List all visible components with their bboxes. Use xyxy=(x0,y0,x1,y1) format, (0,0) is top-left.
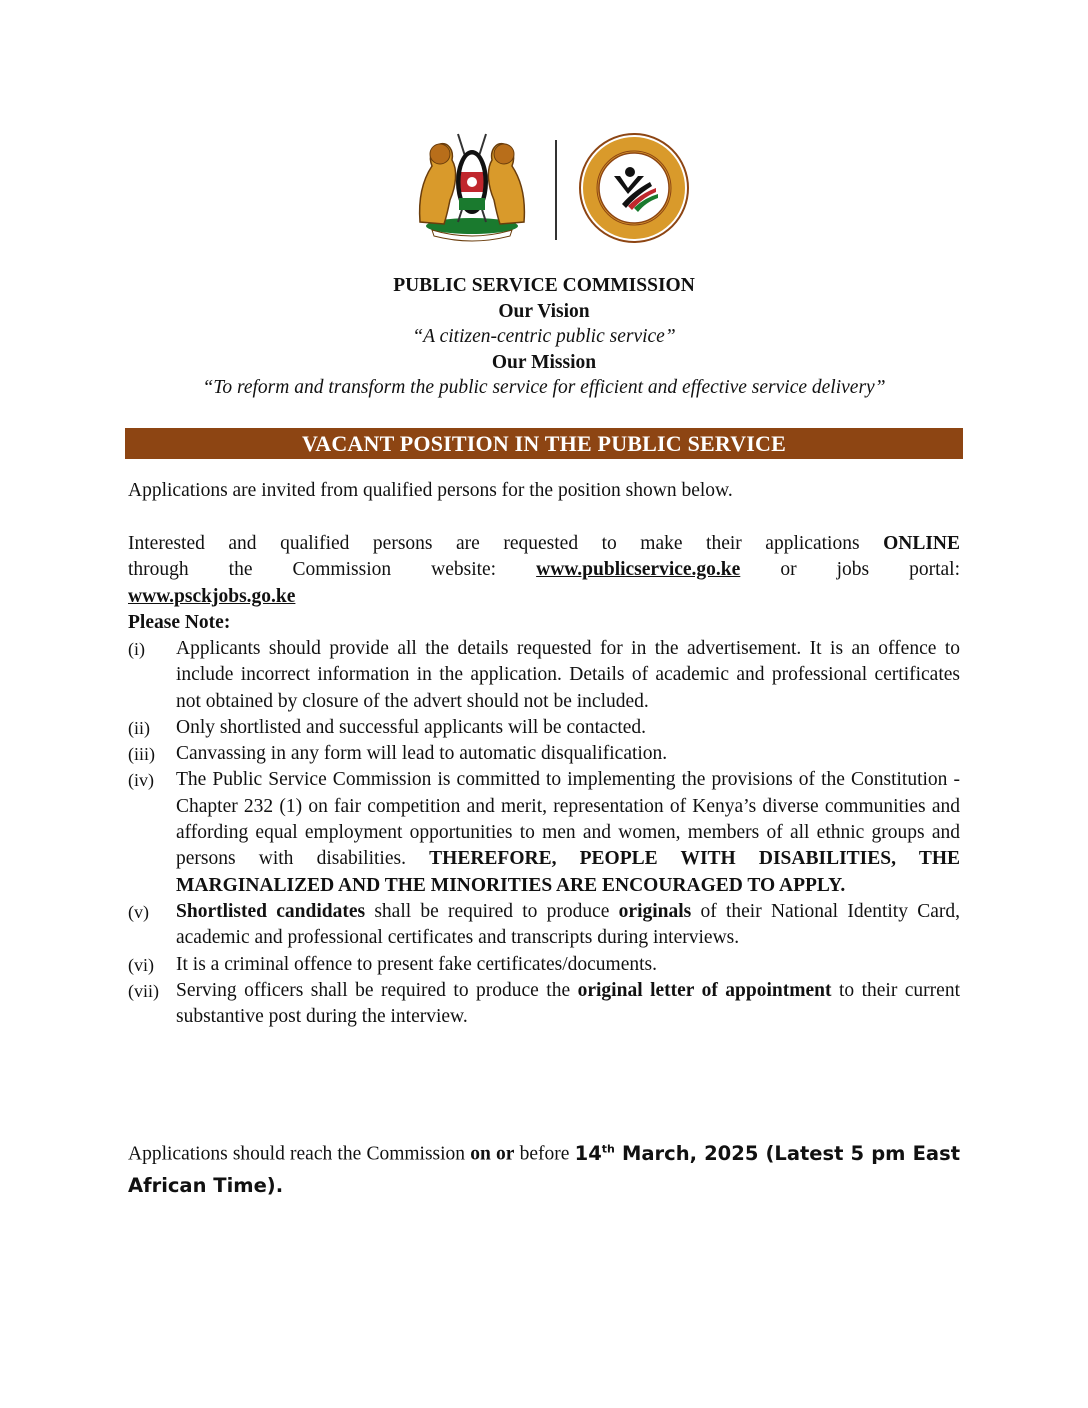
mission-heading: Our Mission xyxy=(491,351,597,373)
item-text-part: of their National Identity Card, academic and professional certificates and transcripts during interviews. xyxy=(176,900,960,949)
online-word: ONLINE xyxy=(883,533,960,554)
item-text: Applicants should provide all the details requested for in the advertisement. It is an offence to include incorrect information in the application. Details of academic and professional certificates not obtained by closure of the advert should not be included. xyxy=(176,638,960,712)
kenya-coat-of-arms-icon xyxy=(410,126,534,242)
item-text xyxy=(176,978,960,1031)
deadline-on-or: on or xyxy=(470,1143,515,1165)
list-item xyxy=(128,767,960,898)
deadline-text-2: before xyxy=(514,1143,575,1165)
item-text-part: shall be required to produce xyxy=(365,900,619,922)
list-item xyxy=(128,899,960,952)
header-block xyxy=(0,273,1088,401)
deadline-day: 14 xyxy=(574,1141,602,1165)
list-item xyxy=(128,741,960,767)
intro-paragraph: Applications are invited from qualified persons for the position shown below. xyxy=(128,480,733,501)
website-link[interactable]: www.publicservice.go.ke xyxy=(536,559,741,581)
item-text-part: to their current substantive post during the interview. xyxy=(176,979,960,1028)
online-paragraph xyxy=(128,531,960,636)
portal-link[interactable]: www.psckjobs.go.ke xyxy=(128,585,296,607)
item-text: Canvassing in any form will lead to automatic disqualification. xyxy=(176,743,668,765)
deadline-rest: March, 2025 (Latest 5 pm East African Time). xyxy=(128,1141,961,1197)
item-number: (ii) xyxy=(128,717,150,738)
item-text-bold: THEREFORE, PEOPLE WITH DISABILITIES, THE MARGINALIZED AND THE MINORITIES ARE ENCOURAGED TO APPLY. xyxy=(176,848,960,896)
list-item xyxy=(128,636,960,715)
list-item xyxy=(128,952,960,978)
online-text-3: or jobs portal: xyxy=(740,559,960,581)
online-line-3 xyxy=(128,584,960,610)
deadline-text-1: Applications should reach the Commission xyxy=(128,1143,471,1165)
item-number: (vi) xyxy=(128,954,154,975)
item-text: Only shortlisted and successful applicants will be contacted. xyxy=(176,716,647,738)
list-item xyxy=(128,978,960,1031)
item-number: (v) xyxy=(128,901,149,922)
logo-header xyxy=(0,120,1088,245)
item-text-bold: Shortlisted candidates xyxy=(176,900,366,922)
notes-heading: Please Note: xyxy=(128,611,231,633)
online-text-1: Interested and qualified persons are requested to make their applications xyxy=(128,533,884,554)
psc-seal-icon xyxy=(578,132,690,244)
deadline-paragraph xyxy=(128,1133,960,1202)
online-line-2 xyxy=(128,557,960,583)
online-line-1 xyxy=(128,531,960,557)
vision-heading: Our Vision xyxy=(498,300,590,322)
item-text-bold: originals xyxy=(618,900,692,922)
vision-text: “A citizen-centric public service” xyxy=(412,326,676,347)
notes-list xyxy=(128,636,960,1030)
deadline-day-suffix: th xyxy=(601,1142,615,1155)
item-text-part: Serving officers shall be required to produce the xyxy=(176,979,578,1001)
item-text: It is a criminal offence to present fake certificates/documents. xyxy=(176,953,657,975)
online-text-2: through the Commission website: xyxy=(128,559,537,581)
mission-text: “To reform and transform the public service for efficient and effective service delivery” xyxy=(202,377,886,398)
org-name: PUBLIC SERVICE COMMISSION xyxy=(393,275,695,296)
item-number: (vii) xyxy=(128,980,159,1001)
item-text xyxy=(176,767,960,898)
item-number: (i) xyxy=(128,639,145,659)
item-text-bold: original letter of appointment xyxy=(577,979,832,1001)
item-number: (iv) xyxy=(128,770,154,791)
logo-divider xyxy=(555,140,557,240)
item-text xyxy=(176,899,960,952)
list-item xyxy=(128,715,960,741)
item-text-part: The Public Service Commission is committed to implementing the provisions of the Constitution - Chapter 232 (1) on fair competition and merit, representation of Kenya’s diverse communities and affording equal employment opportunities to men and women, members of all ethnic groups and persons with disabilities. xyxy=(176,769,960,870)
vacancy-banner: VACANT POSITION IN THE PUBLIC SERVICE xyxy=(125,428,963,459)
item-number: (iii) xyxy=(128,744,155,765)
